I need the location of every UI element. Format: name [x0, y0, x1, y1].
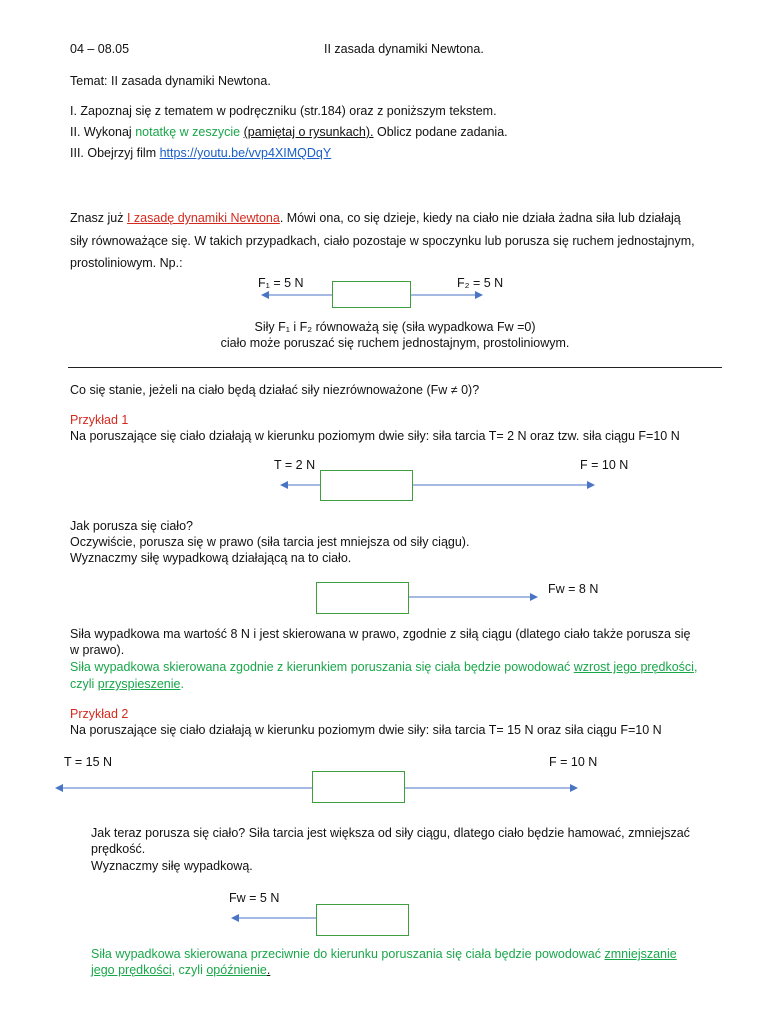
example-2-title: Przykład 2 — [70, 707, 129, 721]
ex1-instruction: Wyznaczmy siłę wypadkową działającą na to ciało. — [70, 551, 352, 565]
caption-line-1: Siły F₁ i F₂ równoważą się (siła wypadkowa Fw =0) — [254, 320, 536, 334]
ex1-result-line-1: Siła wypadkowa ma wartość 8 N i jest skierowana w prawo, zgodnie z siłą ciągu (dlatego ciało także porusza się — [70, 627, 691, 641]
force-label-f2: F₂ = 5 N — [457, 276, 504, 290]
ex2-question-line-1: Jak teraz porusza się ciało? Siła tarcia jest większa od siły ciągu, dlatego ciało będzie hamować, zmniejszać — [91, 826, 690, 840]
ex1-czyli: czyli — [70, 677, 98, 691]
ex2-instruction: Wyznaczmy siłę wypadkową. — [91, 859, 253, 873]
ex2-deceleration: opóźnienie — [206, 963, 267, 977]
intro-line-3: prostoliniowym. Np.: — [70, 256, 183, 270]
ex2-speed: jego prędkości — [91, 963, 172, 977]
ex1-acceleration: przyspieszenie — [97, 677, 181, 691]
step-2-drawings: (pamiętaj o rysunkach). — [243, 125, 374, 139]
caption-line-2: ciało może poruszać się ruchem jednostajnym, prostoliniowym. — [220, 336, 570, 350]
intro-prefix: Znasz już — [70, 211, 127, 225]
ex2-czyli: , czyli — [171, 963, 207, 977]
topic: Temat: II zasada dynamiki Newtona. — [70, 74, 271, 88]
intro-rest: . Mówi ona, co się dzieje, kiedy na ciało nie działa żadna siła lub działają — [279, 211, 681, 225]
ex1-question: Jak porusza się ciało? — [70, 519, 193, 533]
ex2-decreasing: zmniejszanie — [604, 947, 677, 961]
ex1-answer: Oczywiście, porusza się w prawo (siła tarcia jest mniejsza od siły ciągu). — [70, 535, 470, 549]
example-2-text: Na poruszające się ciało działają w kierunku poziomym dwie siły: siła tarcia T= 15 N oraz siła ciągu F=10 N — [70, 723, 662, 737]
step-2-suffix: Oblicz podane zadania. — [373, 125, 508, 139]
step-3-prefix: III. Obejrzyj film — [70, 146, 160, 160]
step-1: I. Zapoznaj się z tematem w podręczniku (str.184) oraz z poniższym tekstem. — [70, 104, 497, 118]
intro-line-2: siły równoważące się. W takich przypadkach, ciało pozostaje w spoczynku lub porusza się ruchem jednostajnym, — [70, 234, 695, 248]
example-1-text: Na poruszające się ciało działają w kierunku poziomym dwie siły: siła tarcia T= 2 N oraz tzw. siła ciągu F=10 N — [70, 429, 680, 443]
ex2-f-label: F = 10 N — [549, 755, 598, 769]
ex1-f-label: F = 10 N — [580, 458, 629, 472]
step-2-note: notatkę w zeszycie — [135, 125, 241, 139]
film-link[interactable]: https://youtu.be/vvp4XIMQDqY — [159, 146, 332, 160]
ex1-t-label: T = 2 N — [274, 458, 316, 472]
ex1-comma: , — [693, 660, 698, 674]
ex1-conclusion-text: Siła wypadkowa skierowana zgodnie z kierunkiem poruszania się ciała będzie powodować — [70, 660, 574, 674]
ex2-fw-label: Fw = 5 N — [229, 891, 280, 905]
ex1-period: . — [180, 677, 184, 691]
first-law-link: I zasadę dynamiki Newtona — [126, 211, 280, 225]
ex1-result-line-2: w prawo). — [70, 643, 125, 657]
ex1-speed-increase: wzrost jego prędkości — [573, 660, 694, 674]
ex2-conclusion-text: Siła wypadkowa skierowana przeciwnie do kierunku poruszania się ciała będzie powodować — [91, 947, 605, 961]
ex2-period: . — [266, 963, 271, 977]
ex1-fw-label: Fw = 8 N — [548, 582, 599, 596]
step-2-prefix: II. Wykonaj — [70, 125, 136, 139]
force-label-f1: F₁ = 5 N — [258, 276, 304, 290]
header-title: II zasada dynamiki Newtona. — [324, 42, 484, 56]
ex2-t-label: T = 15 N — [64, 755, 113, 769]
ex2-question-line-2: prędkość. — [91, 842, 146, 856]
question: Co się stanie, jeżeli na ciało będą działać siły niezrównoważone (Fw ≠ 0)? — [70, 383, 480, 397]
header-date: 04 – 08.05 — [70, 42, 130, 56]
example-1-title: Przykład 1 — [70, 413, 129, 427]
